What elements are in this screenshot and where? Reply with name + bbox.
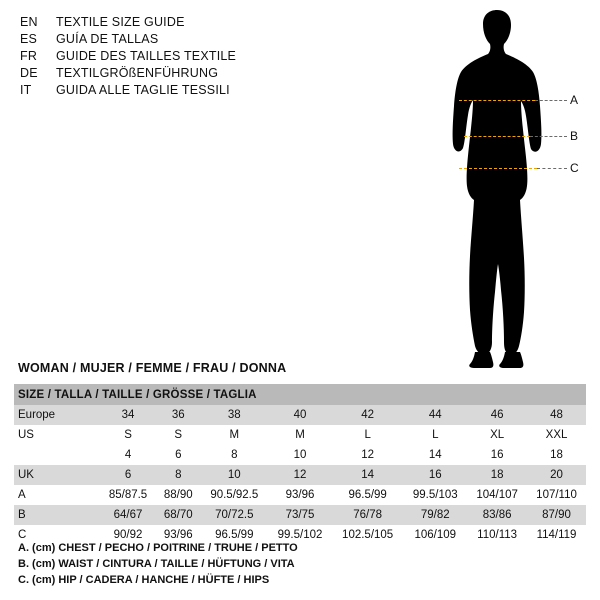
- language-row: [20, 65, 320, 82]
- cell: 104/107: [467, 485, 527, 505]
- cell: L: [403, 425, 467, 445]
- row-label: [14, 445, 100, 465]
- language-code: ES: [20, 32, 38, 46]
- female-silhouette-figure: [400, 8, 600, 378]
- row-label: Europe: [14, 405, 100, 425]
- silhouette-icon: [400, 8, 600, 378]
- measure-line-hip-accent: [459, 168, 537, 169]
- cell: 6: [100, 465, 156, 485]
- table-row: [14, 505, 586, 525]
- table-row: [14, 465, 586, 485]
- cell: 64/67: [100, 505, 156, 525]
- measure-line-hip-gray: [537, 168, 567, 169]
- language-title: TEXTILGRÖßENFÜHRUNG: [56, 66, 219, 80]
- language-row: [20, 48, 320, 65]
- cell: 102.5/105: [332, 525, 404, 545]
- cell: 106/109: [403, 525, 467, 545]
- row-label: B: [14, 505, 100, 525]
- language-code: EN: [20, 15, 38, 29]
- row-label: C: [14, 525, 100, 545]
- language-row: [20, 31, 320, 48]
- language-code: FR: [20, 49, 38, 63]
- legend-line-b: B. (cm) WAIST / CINTURA / TAILLE / HÜFTUNG / VITA: [18, 558, 295, 570]
- legend-line-c: C. (cm) HIP / CADERA / HANCHE / HÜFTE / HIPS: [18, 574, 270, 586]
- cell: 99.5/103: [403, 485, 467, 505]
- cell: 6: [156, 445, 200, 465]
- cell: XXL: [527, 425, 586, 445]
- table-row: [14, 425, 586, 445]
- cell: 110/113: [467, 525, 527, 545]
- cell: 4: [100, 445, 156, 465]
- cell: 79/82: [403, 505, 467, 525]
- cell: S: [100, 425, 156, 445]
- cell: 70/72.5: [200, 505, 268, 525]
- cell: 93/96: [156, 525, 200, 545]
- language-title: GUÍA DE TALLAS: [56, 32, 159, 46]
- cell: 48: [527, 405, 586, 425]
- cell: 87/90: [527, 505, 586, 525]
- cell: M: [268, 425, 332, 445]
- language-title: GUIDA ALLE TAGLIE TESSILI: [56, 83, 230, 97]
- section-title: WOMAN / MUJER / FEMME / FRAU / DONNA: [18, 361, 287, 375]
- language-code: IT: [20, 83, 32, 97]
- cell: 73/75: [268, 505, 332, 525]
- measure-line-waist-gray: [530, 136, 567, 137]
- table-row: [14, 445, 586, 465]
- cell: 8: [156, 465, 200, 485]
- cell: 44: [403, 405, 467, 425]
- cell: 36: [156, 405, 200, 425]
- table-header-label: SIZE / TALLA / TAILLE / GRÖSSE / TAGLIA: [14, 384, 586, 405]
- cell: 96.5/99: [332, 485, 404, 505]
- cell: 85/87.5: [100, 485, 156, 505]
- cell: 46: [467, 405, 527, 425]
- measure-label-c: C: [570, 161, 579, 175]
- cell: L: [332, 425, 404, 445]
- cell: 90.5/92.5: [200, 485, 268, 505]
- measure-label-a: A: [570, 93, 579, 107]
- cell: 42: [332, 405, 404, 425]
- row-label: UK: [14, 465, 100, 485]
- cell: 16: [467, 445, 527, 465]
- cell: 18: [467, 465, 527, 485]
- cell: 88/90: [156, 485, 200, 505]
- cell: 34: [100, 405, 156, 425]
- cell: XL: [467, 425, 527, 445]
- cell: 40: [268, 405, 332, 425]
- language-row: [20, 82, 320, 99]
- cell: 12: [332, 445, 404, 465]
- cell: 20: [527, 465, 586, 485]
- cell: 14: [332, 465, 404, 485]
- cell: 18: [527, 445, 586, 465]
- table-header-row: [14, 384, 586, 405]
- table-row: [14, 405, 586, 425]
- measure-line-waist-accent: [464, 136, 530, 137]
- measurement-legend: [18, 540, 298, 588]
- size-table: [14, 384, 586, 545]
- cell: S: [156, 425, 200, 445]
- cell: 83/86: [467, 505, 527, 525]
- measure-line-chest-gray: [535, 100, 567, 101]
- cell: 99.5/102: [268, 525, 332, 545]
- cell: 38: [200, 405, 268, 425]
- cell: 93/96: [268, 485, 332, 505]
- cell: 16: [403, 465, 467, 485]
- language-code: DE: [20, 66, 38, 80]
- cell: 90/92: [100, 525, 156, 545]
- cell: 96.5/99: [200, 525, 268, 545]
- cell: 10: [200, 465, 268, 485]
- cell: 114/119: [527, 525, 586, 545]
- cell: 68/70: [156, 505, 200, 525]
- cell: 10: [268, 445, 332, 465]
- legend-line-a: A. (cm) CHEST / PECHO / POITRINE / TRUHE / PETTO: [18, 542, 298, 554]
- cell: 12: [268, 465, 332, 485]
- cell: 14: [403, 445, 467, 465]
- row-label: US: [14, 425, 100, 445]
- cell: 76/78: [332, 505, 404, 525]
- cell: 8: [200, 445, 268, 465]
- cell: M: [200, 425, 268, 445]
- language-row: [20, 14, 320, 31]
- language-title: GUIDE DES TAILLES TEXTILE: [56, 49, 237, 63]
- row-label: A: [14, 485, 100, 505]
- measure-label-b: B: [570, 129, 579, 143]
- language-title: TEXTILE SIZE GUIDE: [56, 15, 185, 29]
- measure-line-chest-accent: [459, 100, 535, 101]
- cell: 107/110: [527, 485, 586, 505]
- language-header-list: [20, 14, 320, 99]
- table-row: [14, 485, 586, 505]
